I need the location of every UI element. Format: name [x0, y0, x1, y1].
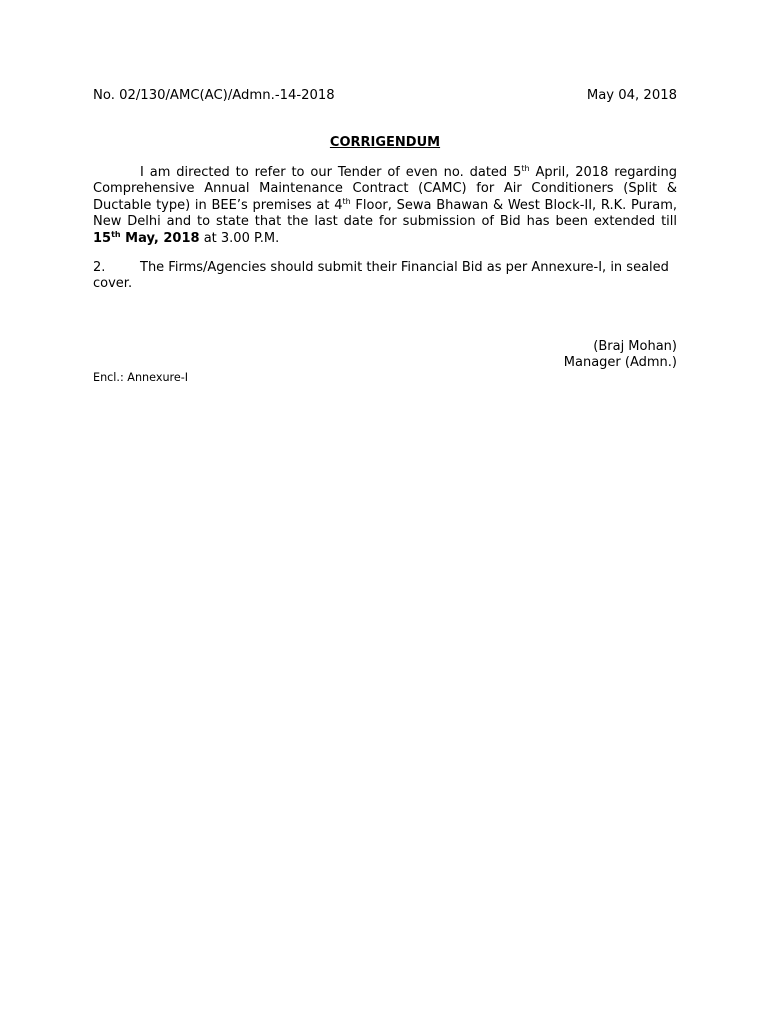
deadline-superscript: th	[111, 229, 121, 239]
paragraph-1	[93, 165, 677, 247]
superscript-1: th	[521, 164, 530, 173]
paragraph-1-text-3: Floor, Sewa Bhawan & West Block-II, R.K. Puram, New Delhi and to state that the last date for submission of Bid has been extended till	[93, 197, 677, 230]
reference-number: No. 02/130/AMC(AC)/Admn.-14-2018	[93, 88, 335, 103]
deadline-month-year: May, 2018	[120, 230, 200, 246]
paragraph-2-number: 2.	[93, 260, 106, 275]
paragraph-1-text-1: I am directed to refer to our Tender of even no. dated 5	[140, 165, 522, 180]
document-title: CORRIGENDUM	[329, 135, 441, 150]
reference-line	[93, 88, 677, 104]
document-date: May 04, 2018	[586, 88, 677, 103]
superscript-2: th	[342, 196, 351, 206]
signature-block	[450, 339, 677, 372]
deadline-day: 15	[93, 230, 112, 246]
extended-deadline	[93, 231, 200, 246]
signatory-name: (Braj Mohan)	[593, 339, 677, 354]
signatory-designation: Manager (Admn.)	[563, 355, 677, 371]
paragraph-2-text: The Firms/Agencies should submit their Financial Bid as per Annexure-I, in sealed cover.	[93, 260, 669, 292]
enclosure-note: Encl.: Annexure-I	[93, 371, 189, 384]
paragraph-1-text-4: at 3.00 P.M.	[199, 230, 280, 246]
paragraph-2	[93, 260, 677, 293]
paragraph-1-text-2: April, 2018 regarding Comprehensive Annual Maintenance Contract (CAMC) for Air Conditioners (Split & Ductable type) in BEE’s premises at 4	[93, 165, 677, 213]
